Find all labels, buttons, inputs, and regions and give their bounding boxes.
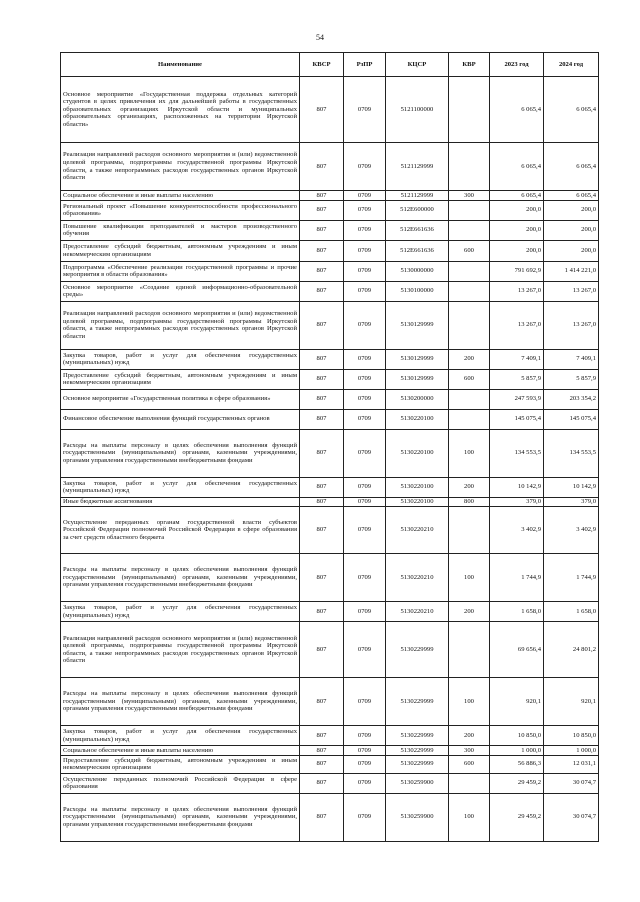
- cell-kvr: 800: [449, 497, 490, 507]
- cell-2024: 24 801,2: [544, 622, 599, 678]
- cell-kcsr: 5130129999: [386, 349, 449, 369]
- cell-2023: 29 459,2: [490, 773, 544, 793]
- cell-2024: 6 065,4: [544, 143, 599, 191]
- cell-kcsr: 512E600000: [386, 200, 449, 220]
- cell-2024: 134 553,5: [544, 429, 599, 477]
- cell-kvsr: 807: [300, 554, 344, 602]
- cell-name: Финансовое обеспечение выполнения функций государственных органов: [61, 409, 300, 429]
- header-name: Наименование: [61, 53, 300, 77]
- cell-2023: 791 692,9: [490, 261, 544, 281]
- cell-rzpr: 0709: [344, 755, 386, 773]
- table-row: [61, 369, 599, 389]
- cell-kvr: [449, 77, 490, 143]
- cell-2023: 145 075,4: [490, 409, 544, 429]
- cell-name: Предоставление субсидий бюджетным, автономным учреждениям и иным некоммерческим организациям: [61, 240, 300, 261]
- cell-kvr: [449, 507, 490, 554]
- cell-2023: 379,0: [490, 497, 544, 507]
- cell-2024: 1 744,9: [544, 554, 599, 602]
- cell-2024: 6 065,4: [544, 77, 599, 143]
- cell-rzpr: 0709: [344, 220, 386, 240]
- cell-kvsr: 807: [300, 281, 344, 301]
- cell-kcsr: 5121129999: [386, 191, 449, 201]
- cell-name: Подпрограмма «Обеспечение реализации государственной программы и прочие мероприятия в области образования»: [61, 261, 300, 281]
- cell-rzpr: 0709: [344, 143, 386, 191]
- cell-rzpr: 0709: [344, 301, 386, 349]
- cell-kvsr: 807: [300, 622, 344, 678]
- table-row: [61, 409, 599, 429]
- cell-2024: 203 354,2: [544, 389, 599, 409]
- cell-kvsr: 807: [300, 301, 344, 349]
- cell-rzpr: 0709: [344, 389, 386, 409]
- cell-rzpr: 0709: [344, 507, 386, 554]
- cell-2023: 6 065,4: [490, 191, 544, 201]
- cell-2023: 3 402,9: [490, 507, 544, 554]
- table-row: [61, 77, 599, 143]
- header-rzpr: РзПР: [344, 53, 386, 77]
- budget-table: [60, 52, 599, 842]
- table-row: [61, 477, 599, 497]
- cell-kvsr: 807: [300, 477, 344, 497]
- cell-kvsr: 807: [300, 726, 344, 746]
- cell-name: Реализация направлений расходов основного мероприятия и (или) ведомственной целевой программы, подпрограммы государственной программы Иркутской области, а также непрограммных расходов государственных органов Иркутской области: [61, 301, 300, 349]
- table-row: [61, 200, 599, 220]
- cell-kvr: 200: [449, 477, 490, 497]
- cell-2024: 30 074,7: [544, 793, 599, 841]
- cell-2023: 10 850,0: [490, 726, 544, 746]
- cell-name: Осуществление переданных органам государственной власти субъектов Российской Федерации полномочий Российской Федерации в сфере образования за счет средств областного бюджета: [61, 507, 300, 554]
- cell-kvr: 300: [449, 191, 490, 201]
- cell-name: Реализация направлений расходов основного мероприятия и (или) ведомственной целевой программы, подпрограммы государственной программы Иркутской области, а также непрограммных расходов государственных органов Иркутской области: [61, 143, 300, 191]
- cell-kcsr: 5130220100: [386, 409, 449, 429]
- cell-name: Реализация направлений расходов основного мероприятия и (или) ведомственной целевой программы, подпрограммы государственной программы Иркутской области, а также непрограммных расходов государственных органов Иркутской области: [61, 622, 300, 678]
- cell-rzpr: 0709: [344, 77, 386, 143]
- cell-2023: 5 857,9: [490, 369, 544, 389]
- cell-kvsr: 807: [300, 746, 344, 756]
- cell-name: Расходы на выплаты персоналу в целях обеспечения выполнения функций государственными (муниципальными) органами, казенными учреждениями, органами управления государственными внебюджетными фондами: [61, 429, 300, 477]
- cell-2024: 7 409,1: [544, 349, 599, 369]
- table-row: [61, 554, 599, 602]
- cell-2024: 200,0: [544, 220, 599, 240]
- header-kvr: КВР: [449, 53, 490, 77]
- cell-2024: 3 402,9: [544, 507, 599, 554]
- cell-kvsr: 807: [300, 755, 344, 773]
- cell-name: Расходы на выплаты персоналу в целях обеспечения выполнения функций государственными (муниципальными) органами, казенными учреждениями, органами управления государственными внебюджетными фондами: [61, 793, 300, 841]
- cell-kcsr: 5130229999: [386, 746, 449, 756]
- cell-rzpr: 0709: [344, 793, 386, 841]
- cell-rzpr: 0709: [344, 477, 386, 497]
- cell-kcsr: 5130220210: [386, 554, 449, 602]
- cell-2024: 145 075,4: [544, 409, 599, 429]
- cell-kvsr: 807: [300, 793, 344, 841]
- cell-kvr: 600: [449, 369, 490, 389]
- cell-kvr: [449, 143, 490, 191]
- cell-name: Основное мероприятие «Создание единой информационно-образовательной среды»: [61, 281, 300, 301]
- cell-2023: 13 267,0: [490, 281, 544, 301]
- cell-kvsr: 807: [300, 369, 344, 389]
- cell-rzpr: 0709: [344, 349, 386, 369]
- cell-kvsr: 807: [300, 200, 344, 220]
- header-2024: 2024 год: [544, 53, 599, 77]
- cell-2023: 1 000,0: [490, 746, 544, 756]
- cell-kvr: 300: [449, 746, 490, 756]
- cell-rzpr: 0709: [344, 622, 386, 678]
- cell-kvsr: 807: [300, 497, 344, 507]
- cell-kcsr: 5130000000: [386, 261, 449, 281]
- cell-name: Основное мероприятие «Государственная политика в сфере образования»: [61, 389, 300, 409]
- cell-name: Предоставление субсидий бюджетным, автономным учреждениям и иным некоммерческим организациям: [61, 369, 300, 389]
- cell-kvr: 200: [449, 726, 490, 746]
- cell-rzpr: 0709: [344, 429, 386, 477]
- cell-kvr: 600: [449, 240, 490, 261]
- cell-kvsr: 807: [300, 602, 344, 622]
- cell-kcsr: 5130220100: [386, 477, 449, 497]
- cell-kvsr: 807: [300, 507, 344, 554]
- cell-kcsr: 5130129999: [386, 369, 449, 389]
- table-row: [61, 281, 599, 301]
- table-row: [61, 773, 599, 793]
- cell-name: Иные бюджетные ассигнования: [61, 497, 300, 507]
- cell-rzpr: 0709: [344, 554, 386, 602]
- cell-2024: 10 142,9: [544, 477, 599, 497]
- cell-kcsr: 5121100000: [386, 77, 449, 143]
- header-2023: 2023 год: [490, 53, 544, 77]
- cell-name: Предоставление субсидий бюджетным, автономным учреждениям и иным некоммерческим организациям: [61, 755, 300, 773]
- cell-rzpr: 0709: [344, 497, 386, 507]
- cell-kvsr: 807: [300, 389, 344, 409]
- cell-rzpr: 0709: [344, 726, 386, 746]
- cell-rzpr: 0709: [344, 746, 386, 756]
- cell-2023: 200,0: [490, 200, 544, 220]
- cell-kvr: [449, 409, 490, 429]
- cell-kvr: 200: [449, 602, 490, 622]
- table-row: [61, 726, 599, 746]
- cell-kvsr: 807: [300, 261, 344, 281]
- cell-name: Социальное обеспечение и иные выплаты населению: [61, 191, 300, 201]
- cell-kvsr: 807: [300, 773, 344, 793]
- cell-kvr: 100: [449, 554, 490, 602]
- table-row: [61, 143, 599, 191]
- header-kcsr: КЦСР: [386, 53, 449, 77]
- cell-kcsr: 512E661636: [386, 240, 449, 261]
- cell-kcsr: 5130220100: [386, 497, 449, 507]
- cell-kvsr: 807: [300, 220, 344, 240]
- cell-name: Закупка товаров, работ и услуг для обеспечения государственных (муниципальных) нужд: [61, 349, 300, 369]
- cell-name: Закупка товаров, работ и услуг для обеспечения государственных (муниципальных) нужд: [61, 602, 300, 622]
- cell-kvsr: 807: [300, 429, 344, 477]
- cell-2024: 13 267,0: [544, 281, 599, 301]
- cell-rzpr: 0709: [344, 602, 386, 622]
- cell-2024: 1 658,0: [544, 602, 599, 622]
- cell-kcsr: 5130100000: [386, 281, 449, 301]
- cell-2024: 13 267,0: [544, 301, 599, 349]
- cell-name: Повышение квалификации преподавателей и мастеров производственного обучения: [61, 220, 300, 240]
- cell-rzpr: 0709: [344, 261, 386, 281]
- cell-2024: 1 000,0: [544, 746, 599, 756]
- cell-2024: 200,0: [544, 240, 599, 261]
- cell-kcsr: 5130259900: [386, 773, 449, 793]
- cell-kvr: [449, 389, 490, 409]
- cell-2024: 379,0: [544, 497, 599, 507]
- cell-name: Расходы на выплаты персоналу в целях обеспечения выполнения функций государственными (муниципальными) органами, казенными учреждениями, органами управления государственными внебюджетными фондами: [61, 554, 300, 602]
- cell-name: Региональный проект «Повышение конкурентоспособности профессионального образования»: [61, 200, 300, 220]
- cell-2024: 30 074,7: [544, 773, 599, 793]
- cell-kcsr: 5130229999: [386, 678, 449, 726]
- table-row: [61, 191, 599, 201]
- cell-name: Основное мероприятие «Государственная поддержка отдельных категорий студентов в целях привлечения их для дальнейшей работы в государственных образовательных организациях Иркутской области и муниципальных образовательных организациях, расположенных на территории Иркутской области»: [61, 77, 300, 143]
- cell-kvsr: 807: [300, 143, 344, 191]
- table-row: [61, 261, 599, 281]
- cell-2023: 7 409,1: [490, 349, 544, 369]
- table-row: [61, 240, 599, 261]
- cell-kcsr: 5121129999: [386, 143, 449, 191]
- cell-kcsr: 5130229999: [386, 622, 449, 678]
- cell-kcsr: 5130220210: [386, 507, 449, 554]
- cell-2024: 5 857,9: [544, 369, 599, 389]
- cell-2024: 10 850,0: [544, 726, 599, 746]
- cell-kvsr: 807: [300, 191, 344, 201]
- cell-kcsr: 5130259900: [386, 793, 449, 841]
- cell-rzpr: 0709: [344, 773, 386, 793]
- cell-2023: 10 142,9: [490, 477, 544, 497]
- cell-kvr: [449, 261, 490, 281]
- cell-2023: 29 459,2: [490, 793, 544, 841]
- cell-2023: 6 065,4: [490, 143, 544, 191]
- table-row: [61, 497, 599, 507]
- cell-kcsr: 5130229999: [386, 755, 449, 773]
- cell-kcsr: 5130229999: [386, 726, 449, 746]
- cell-kvsr: 807: [300, 409, 344, 429]
- cell-name: Закупка товаров, работ и услуг для обеспечения государственных (муниципальных) нужд: [61, 726, 300, 746]
- cell-kvsr: 807: [300, 349, 344, 369]
- header-kvsr: КВСР: [300, 53, 344, 77]
- cell-2024: 200,0: [544, 200, 599, 220]
- cell-kvr: [449, 281, 490, 301]
- cell-2023: 200,0: [490, 220, 544, 240]
- cell-2023: 1 658,0: [490, 602, 544, 622]
- cell-kvr: 600: [449, 755, 490, 773]
- table-row: [61, 301, 599, 349]
- cell-rzpr: 0709: [344, 200, 386, 220]
- table-row: [61, 429, 599, 477]
- cell-rzpr: 0709: [344, 409, 386, 429]
- cell-2023: 6 065,4: [490, 77, 544, 143]
- cell-kvr: 200: [449, 349, 490, 369]
- cell-kvsr: 807: [300, 678, 344, 726]
- cell-name: Социальное обеспечение и иные выплаты населению: [61, 746, 300, 756]
- cell-2024: 6 065,4: [544, 191, 599, 201]
- cell-rzpr: 0709: [344, 191, 386, 201]
- table-row: [61, 746, 599, 756]
- table-row: [61, 793, 599, 841]
- table-row: [61, 622, 599, 678]
- cell-kcsr: 5130200000: [386, 389, 449, 409]
- cell-kcsr: 512E661636: [386, 220, 449, 240]
- table-row: [61, 349, 599, 369]
- cell-kvr: [449, 773, 490, 793]
- table-row: [61, 507, 599, 554]
- cell-rzpr: 0709: [344, 678, 386, 726]
- cell-kvsr: 807: [300, 77, 344, 143]
- table-row: [61, 220, 599, 240]
- cell-2023: 56 886,3: [490, 755, 544, 773]
- page-number: 54: [316, 33, 324, 42]
- cell-name: Осуществление переданных полномочий Российской Федерации в сфере образования: [61, 773, 300, 793]
- cell-kvr: [449, 220, 490, 240]
- cell-2024: 920,1: [544, 678, 599, 726]
- cell-kvr: [449, 301, 490, 349]
- cell-2023: 13 267,0: [490, 301, 544, 349]
- cell-rzpr: 0709: [344, 240, 386, 261]
- cell-2023: 200,0: [490, 240, 544, 261]
- cell-name: Расходы на выплаты персоналу в целях обеспечения выполнения функций государственными (муниципальными) органами, казенными учреждениями, органами управления государственными внебюджетными фондами: [61, 678, 300, 726]
- cell-2023: 920,1: [490, 678, 544, 726]
- cell-2023: 247 593,9: [490, 389, 544, 409]
- cell-kvr: 100: [449, 793, 490, 841]
- cell-2023: 134 553,5: [490, 429, 544, 477]
- table-row: [61, 678, 599, 726]
- table-row: [61, 755, 599, 773]
- cell-rzpr: 0709: [344, 369, 386, 389]
- table-header-row: [61, 53, 599, 77]
- cell-2023: 1 744,9: [490, 554, 544, 602]
- cell-kvr: 100: [449, 429, 490, 477]
- table-row: [61, 602, 599, 622]
- cell-kvr: 100: [449, 678, 490, 726]
- cell-rzpr: 0709: [344, 281, 386, 301]
- cell-2023: 69 656,4: [490, 622, 544, 678]
- table-row: [61, 389, 599, 409]
- cell-kvr: [449, 622, 490, 678]
- cell-kcsr: 5130129999: [386, 301, 449, 349]
- cell-kvr: [449, 200, 490, 220]
- cell-name: Закупка товаров, работ и услуг для обеспечения государственных (муниципальных) нужд: [61, 477, 300, 497]
- cell-2024: 12 031,1: [544, 755, 599, 773]
- cell-kcsr: 5130220100: [386, 429, 449, 477]
- cell-2024: 1 414 221,0: [544, 261, 599, 281]
- cell-kvsr: 807: [300, 240, 344, 261]
- cell-kcsr: 5130220210: [386, 602, 449, 622]
